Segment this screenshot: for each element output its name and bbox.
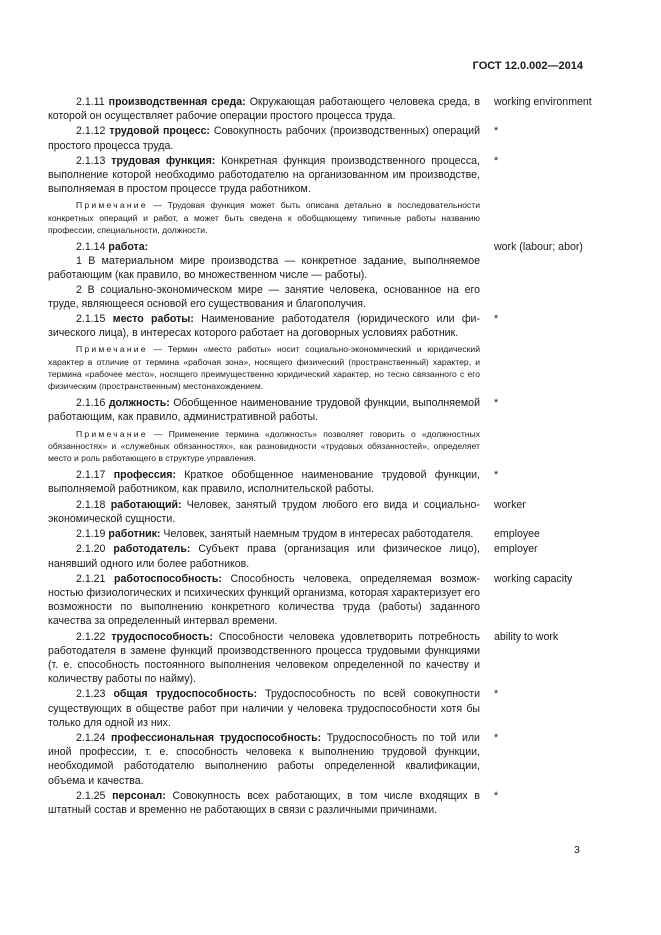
term-definition: Обобщенное наименование трудовой функции, выполняемой работающим, как правило, административной работы. xyxy=(48,397,480,424)
term-name: профессия: xyxy=(113,469,176,482)
english-equivalent: * xyxy=(494,731,499,744)
term-definition: Совокупность рабочих (производственных) операций простого процесса труда. xyxy=(48,125,481,152)
note: Примечание — Термин «место работы» носит социально-экономический и юридический характер в отличие от термина «рабочая зона», носящего физический (пространственный) характер, и термина «рабочее место», носящего преимущественно юридический характер, но тесно связанного с его физическим (пространственным) местонахождением. xyxy=(48,344,480,392)
term-name: профессиональная трудоспособность: xyxy=(111,731,322,744)
term-entry: 2.1.13 трудовая функция: Конкретная функция производственного процесса, выполнение которой необходимо работодателю на организованном им производстве, выполняемая в простом процессе труда работником. * xyxy=(48,154,608,197)
english-equivalent: * xyxy=(494,469,499,482)
term-definition-item: 2 В социально-экономическом мире — занятие человека, основанное на его труде, являющееся основой его существования и благополучия. xyxy=(48,283,480,310)
english-equivalent: * xyxy=(494,125,499,138)
term-definition: Трудоспособность по всей совокупности существующих в обществе работ при наличии у человека трудоспособности хотя бы только для одной из них. xyxy=(48,688,480,729)
note-label: Примечание xyxy=(76,428,148,439)
term-name: трудовая функция: xyxy=(111,154,216,167)
document-header: ГОСТ 12.0.002—2014 xyxy=(472,60,583,72)
english-equivalent: * xyxy=(494,154,499,167)
english-equivalent: working environment xyxy=(494,96,592,108)
term-definition: Человек, занятый трудом любого его вида и социальноэкономической сущности. xyxy=(48,498,480,525)
term-entry: 2.1.15 место работы: Наименование работодателя (юридического или физического лица), в интересах которого работает на договорных условиях работник. * xyxy=(48,312,608,340)
english-equivalent: employer xyxy=(494,543,538,556)
page-number: 3 xyxy=(574,844,580,856)
english-equivalent: ability to work xyxy=(494,630,559,643)
term-name: работоспособность: xyxy=(114,572,222,585)
term-name: место работы: xyxy=(112,313,194,326)
term-entry: 2.1.17 профессия: Краткое обобщенное наименование трудовой функции, выполняемой работником, как правило, исполнительской работы. * xyxy=(48,468,608,496)
english-equivalent: work (labour; abor) xyxy=(494,241,583,254)
term-name: персонал: xyxy=(112,789,166,802)
term-definition: Совокупность всех работающих, в том числе входящих в штатный состав и временно не работающих в связи с различными причинами. xyxy=(48,789,480,816)
term-definition: Наименование работодателя (юридического или физического лица), в интересах которого работает на договорных условиях работник. xyxy=(48,313,480,340)
terms-list xyxy=(48,95,608,818)
term-entry: 2.1.14 работа: 1 В материальном мире производства — конкретное задание, выполняемое работающим (как правило, во множественном числе — работы). 2 В социально-экономическом мире — занятие человека, основанное на его труде, являющееся основой его существования и благополучия. work (labour; abor) xyxy=(48,240,608,311)
term-name: работа: xyxy=(108,241,149,254)
term-definition: Краткое обобщенное наименование трудовой функции, выполняемой работником, как правило, исполнительской работы. xyxy=(48,469,480,496)
term-name: работник: xyxy=(108,528,161,541)
term-entry: 2.1.16 должность: Обобщенное наименование трудовой функции, выполняемой работающим, как правило, административной работы. * xyxy=(48,396,608,424)
term-entry: 2.1.11 производственная среда: Окружающая работающего человека среда, в которой он осуществляет рабочие операции простого процесса труда. working environment xyxy=(48,95,608,123)
term-definition: Способности человека удовлетворить потребность работодателя в замене функций производственного процесса трудовыми функциями (т. е. способность постоянного выполнения человеком определенной по качеству и количеству работы по найму). xyxy=(48,630,480,686)
english-equivalent: employee xyxy=(494,528,540,541)
term-definition: Трудоспособность по той или иной профессии, т. е. способность человека к выполнению трудовой функции, необходимой работодателю выполнению работы определенной квалификации, объема и качества. xyxy=(48,731,480,787)
term-entry: 2.1.19 работник: Человек, занятый наемным трудом в интересах работодателя. employee xyxy=(48,527,608,541)
term-name: производственная среда: xyxy=(108,96,246,108)
english-equivalent: * xyxy=(494,789,499,802)
note-label: Примечание xyxy=(76,200,148,211)
term-name: работающий: xyxy=(110,498,182,511)
note: Примечание — Применение термина «должность» позволяет говорить о «должностных обязанностях» и «служебных обязанностях», как разновидности «трудовых обязанностей», определяет место и роль работающего в структуре управления. xyxy=(48,428,481,464)
term-entry: 2.1.20 работодатель: Субъект права (организация или физическое лицо), нанявший одного или более работников. employer xyxy=(48,542,608,570)
term-name: трудовой процесс: xyxy=(109,125,210,138)
term-definition: Конкретная функция производственного процесса, выполнение которой необходимо работодателю на организованном им производстве, выполняемая в простом процессе труда работником. xyxy=(48,154,480,196)
term-entry: 2.1.21 работоспособность: Способность человека, определяемая возможностью физиологических и психических функций организма, которая характеризует его возможности по выполнению конкретного количества труда (работы) заданного качества за определенный интервал времени. working capacity xyxy=(48,572,608,629)
note-label: Примечание xyxy=(76,344,148,355)
term-name: должность: xyxy=(108,397,170,410)
term-name: общая трудоспособность: xyxy=(113,688,258,701)
term-entry: 2.1.23 общая трудоспособность: Трудоспособность по всей совокупности существующих в обществе работ при наличии у человека трудоспособности хотя бы только для одной из них. * xyxy=(48,687,608,730)
english-equivalent: * xyxy=(494,313,499,326)
note: Примечание — Трудовая функция может быть описана детально в последовательности конкретных операций и работ, а может быть сведена к обобщающему типичные работы названию профессии, специальности, должности. xyxy=(48,200,481,235)
english-equivalent: working capacity xyxy=(494,572,573,585)
term-entry: 2.1.25 персонал: Совокупность всех работающих, в том числе входящих в штатный состав и временно не работающих в связи с различными причинами. * xyxy=(48,789,608,817)
term-definition: Способность человека, определяемая возможностью физиологических и психических функций организма, которая характеризует его возможности по выполнению конкретного количества труда (работы) заданного качества за определенный интервал времени. xyxy=(48,572,480,628)
term-definition-item: 1 В материальном мире производства — конкретное задание, выполняемое работающим (как правило, во множественном числе — работы). xyxy=(48,255,480,282)
term-name: работодатель: xyxy=(113,543,191,556)
term-entry: 2.1.12 трудовой процесс: Совокупность рабочих (производственных) операций простого процесса труда. * xyxy=(48,124,608,152)
english-equivalent: * xyxy=(494,688,499,701)
term-name: трудоспособность: xyxy=(111,630,213,643)
term-entry: 2.1.24 профессиональная трудоспособность: Трудоспособность по той или иной профессии, т. е. способность человека к выполнению трудовой функции, необходимой работодателю выполнению работы определенной квалификации, объема и качества. * xyxy=(48,731,608,788)
term-entry: 2.1.18 работающий: Человек, занятый трудом любого его вида и социальноэкономической сущности. worker xyxy=(48,498,608,526)
english-equivalent: worker xyxy=(494,498,526,511)
term-definition: Окружающая работающего человека среда, в которой он осуществляет рабочие операции простого процесса труда. xyxy=(48,96,480,123)
term-definition: Человек, занятый наемным трудом в интересах работодателя. xyxy=(163,528,474,541)
english-equivalent: * xyxy=(494,397,499,410)
term-definition: Субъект права (организация или физическое лицо), нанявший одного или более работников. xyxy=(48,543,480,570)
term-entry: 2.1.22 трудоспособность: Способности человека удовлетворить потребность работодателя в замене функций производственного процесса трудовыми функциями (т. е. способность постоянного выполнения человеком определенной по качеству и количеству работы по найму). ability to work xyxy=(48,630,608,687)
